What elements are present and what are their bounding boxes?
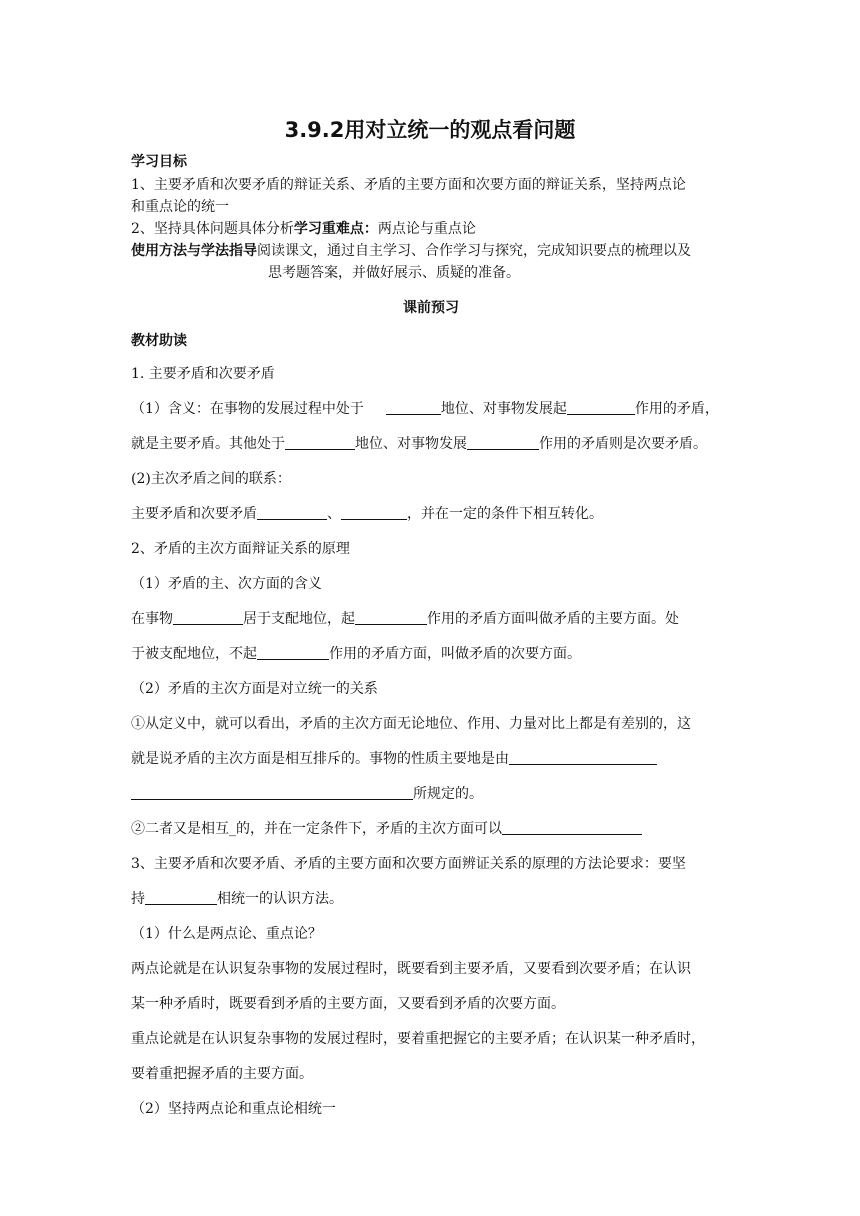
s2-text: 于被支配地位，不起 xyxy=(131,646,257,662)
s2-paragraph-line-2 xyxy=(131,750,731,768)
s1-text: 就是主要矛盾。其他处于 xyxy=(131,436,285,452)
preview-heading: 课前预习 xyxy=(403,300,459,316)
answer-blank[interactable] xyxy=(257,645,329,660)
section-3-line-1: 3、主要矛盾和次要矛盾、矛盾的主要方面和次要方面辨证关系的原理的方法论要求：要坚 xyxy=(131,856,686,872)
s2-subheading-1: （1）矛盾的主、次方面的含义 xyxy=(131,576,322,592)
s1-relation-heading: (2)主次矛盾之间的联系： xyxy=(131,471,291,487)
key-points-text: 两点论与重点论 xyxy=(377,221,476,237)
s3-key-point-line-1: 重点论就是在认识复杂事物的发展过程时，要着重把握它的主要矛盾；在认识某一种矛盾时， xyxy=(131,1031,705,1047)
method-text-1: 阅读课文，通过自主学习、合作学习与探究，完成知识要点的梳理以及 xyxy=(257,243,691,259)
s2-definition-line-1 xyxy=(131,610,731,628)
s2-paragraph-line-1: ①从定义中，就可以看出，矛盾的主次方面无论地位、作用、力量对比上都是有差别的，这 xyxy=(131,716,691,732)
section-2-title: 2、矛盾的主次方面辩证关系的原理 xyxy=(131,541,350,557)
s2-definition-line-2 xyxy=(131,645,731,663)
method-label: 使用方法与学法指导 xyxy=(131,243,257,259)
s2-paragraph-line-4 xyxy=(131,820,731,838)
s2-text: 所规定的。 xyxy=(413,786,483,802)
s1-text: ，并在一定的条件下相互转化。 xyxy=(407,506,603,522)
s2-subheading-2: （2）矛盾的主次方面是对立统一的关系 xyxy=(131,681,378,697)
s3-subheading-1: （1）什么是两点论、重点论？ xyxy=(131,926,322,942)
s2-text: 作用的矛盾方面叫做矛盾的主要方面。处 xyxy=(427,611,679,627)
s2-text: 在事物 xyxy=(131,611,173,627)
page-title: 3.9.2用对立统一的观点看问题 xyxy=(284,118,576,142)
s2-text: 就是说矛盾的主次方面是相互排斥的。事物的性质主要地是由 xyxy=(131,751,509,767)
section-1-title: 1. 主要矛盾和次要矛盾 xyxy=(131,366,275,382)
s3-key-point-line-2: 要着重把握矛盾的主要方面。 xyxy=(131,1066,313,1082)
s1-definition-line-1 xyxy=(131,400,731,418)
aid-heading: 教材助读 xyxy=(131,333,187,349)
answer-blank[interactable] xyxy=(341,505,407,520)
answer-blank[interactable] xyxy=(173,610,243,625)
answer-blank[interactable] xyxy=(386,400,441,415)
s1-text: 作用的矛盾则是次要矛盾。 xyxy=(539,436,707,452)
s1-text: 主要矛盾和次要矛盾 xyxy=(131,506,257,522)
s3-subheading-2: （2）坚持两点论和重点论相统一 xyxy=(131,1101,336,1117)
answer-blank[interactable] xyxy=(509,750,657,765)
s2-text: 作用的矛盾方面，叫做矛盾的次要方面。 xyxy=(329,646,581,662)
s2-text: 居于支配地位，起 xyxy=(243,611,355,627)
s1-text: （1）含义：在事物的发展过程中处于 xyxy=(131,401,364,417)
s3-text: 相统一的认识方法。 xyxy=(217,891,343,907)
s1-text: 地位、对事物发展 xyxy=(355,436,467,452)
answer-blank[interactable] xyxy=(467,435,539,450)
s2-text: ②二者又是相互_的，并在一定条件下，矛盾的主次方面可以 xyxy=(131,821,502,837)
s1-text: 作用的矛盾， xyxy=(634,401,719,417)
answer-blank[interactable] xyxy=(502,820,642,835)
goal-1-line-2: 和重点论的统一 xyxy=(131,199,229,215)
goal-2-line xyxy=(131,220,731,238)
answer-blank[interactable] xyxy=(285,435,355,450)
key-points-label: 学习重难点： xyxy=(293,221,378,237)
s1-definition-line-2 xyxy=(131,435,731,453)
s1-relation-line xyxy=(131,505,731,523)
s1-text: 、 xyxy=(327,506,341,522)
method-line-1 xyxy=(131,242,731,260)
method-line-2: 思考题答案，并做好展示、质疑的准备。 xyxy=(268,265,520,281)
s3-text: 持 xyxy=(131,891,145,907)
s3-two-points-line-2: 某一种矛盾时，既要看到矛盾的主要方面，又要看到矛盾的次要方面。 xyxy=(131,996,565,1012)
goal-2-text: 2、坚持具体问题具体分析 xyxy=(131,221,294,237)
s3-two-points-line-1: 两点论就是在认识复杂事物的发展过程时，既要看到主要矛盾，又要看到次要矛盾；在认识 xyxy=(131,961,691,977)
answer-blank[interactable] xyxy=(355,610,427,625)
answer-blank[interactable] xyxy=(567,400,635,415)
goals-heading: 学习目标 xyxy=(131,154,187,170)
answer-blank[interactable] xyxy=(145,890,217,905)
answer-blank[interactable] xyxy=(257,505,327,520)
goal-1-line-1: 1、主要矛盾和次要矛盾的辩证关系、矛盾的主要方面和次要方面的辩证关系，坚持两点论 xyxy=(131,177,686,193)
answer-blank[interactable] xyxy=(131,785,413,800)
s1-text: 地位、对事物发展起 xyxy=(440,401,567,417)
s2-paragraph-line-3 xyxy=(131,785,731,803)
section-3-line-2 xyxy=(131,890,731,908)
